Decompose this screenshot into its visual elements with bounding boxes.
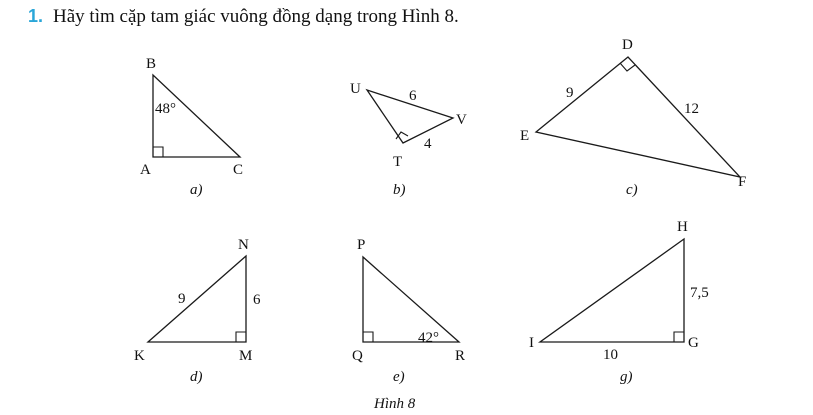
vertex-label: M — [239, 348, 253, 364]
side-label: 12 — [684, 101, 699, 117]
vertex-label: P — [357, 237, 366, 253]
side-label: 6 — [409, 88, 417, 104]
vertex-label: G — [688, 335, 699, 351]
subfigure-caption: e) — [393, 369, 405, 385]
vertex-label: I — [529, 335, 534, 351]
vertex-label: Q — [352, 348, 363, 364]
side-label: 4 — [424, 136, 432, 152]
vertex-label: F — [738, 174, 747, 190]
vertex-label: B — [146, 56, 157, 72]
triangle-d — [134, 237, 261, 385]
vertex-label: K — [134, 348, 145, 364]
vertex-label: R — [455, 348, 466, 364]
subfigure-caption: g) — [620, 369, 633, 385]
vertex-label: D — [622, 37, 633, 53]
vertex-label: A — [140, 162, 151, 178]
side-label: 10 — [603, 347, 618, 363]
vertex-label: U — [350, 81, 361, 97]
vertex-label: H — [677, 219, 688, 235]
triangle-c — [520, 37, 746, 198]
triangle-b — [350, 81, 467, 198]
angle-label: 48° — [155, 101, 176, 117]
side-label: 9 — [178, 291, 186, 307]
side-label: 7,5 — [690, 285, 709, 301]
figure-caption: Hình 8 — [374, 396, 416, 412]
vertex-label: V — [456, 112, 467, 128]
triangle-e — [352, 237, 465, 385]
side-label: 6 — [253, 292, 261, 308]
vertex-label: E — [520, 128, 530, 144]
subfigure-caption: c) — [626, 182, 638, 198]
triangle-g — [529, 219, 709, 385]
question-number: 1. — [28, 6, 44, 26]
angle-label: 42° — [418, 330, 439, 346]
triangle-a — [140, 56, 243, 198]
subfigure-caption: b) — [393, 182, 406, 198]
side-label: 9 — [566, 85, 574, 101]
vertex-label: C — [233, 162, 244, 178]
subfigure-caption: d) — [190, 369, 203, 385]
question-text: Hãy tìm cặp tam giác vuông đồng dạng trong Hình 8. — [53, 6, 459, 27]
vertex-label: T — [393, 154, 403, 170]
subfigure-caption: a) — [190, 182, 203, 198]
vertex-label: N — [238, 237, 249, 253]
